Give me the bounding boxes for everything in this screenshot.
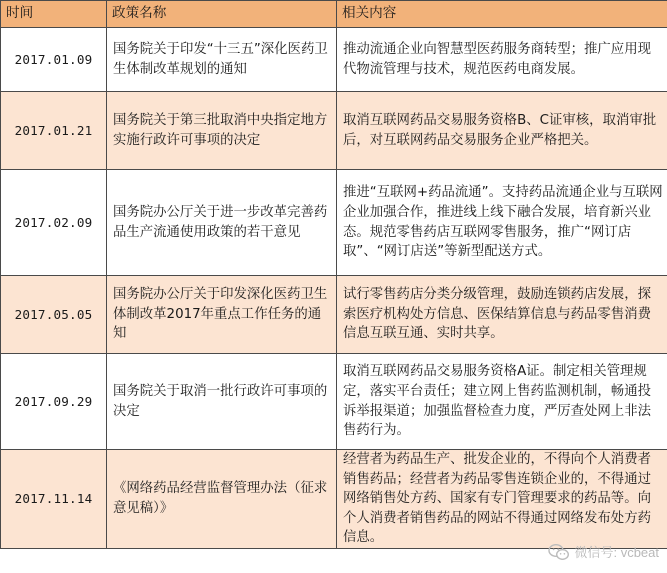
row-content: 推进“互联网+药品流通”。支持药品流通企业与互联网企业加强合作，推进线上线下融合发展，培育新兴业态。规范零售药店互联网零售服务，推广“网订店取”、“网订店送”等新型配送方式。 [337,170,667,276]
row-date: 2017.09.29 [1,354,107,450]
row-date: 2017.02.09 [1,170,107,276]
table-row [1,92,667,170]
table-row [1,170,667,276]
header-policy-name: 政策名称 [107,1,337,28]
table-row [1,450,667,549]
row-content: 推动流通企业向智慧型医药服务商转型；推广应用现代物流管理与技术，规范医药电商发展。 [337,28,667,92]
table-row [1,276,667,354]
row-content: 取消互联网药品交易服务资格B、C证审核，取消审批后，对互联网药品交易服务企业严格把关。 [337,92,667,170]
row-content: 试行零售药店分类分级管理，鼓励连锁药店发展，探索医疗机构处方信息、医保结算信息与药品零售消费信息互联互通、实时共享。 [337,276,667,354]
row-policy: 国务院办公厅关于印发深化医药卫生体制改革2017年重点工作任务的通知 [107,276,337,354]
table-header-row [1,1,667,28]
row-content: 经营者为药品生产、批发企业的，不得向个人消费者销售药品；经营者为药品零售连锁企业的，不得通过网络销售处方药、国家有专门管理要求的药品等。向个人消费者销售药品的网站不得通过网络发布处方药信息。 [337,450,667,549]
watermark [548,542,659,561]
row-policy: 国务院关于取消一批行政许可事项的决定 [107,354,337,450]
table-row [1,354,667,450]
row-policy: 国务院关于印发“十三五”深化医药卫生体制改革规划的通知 [107,28,337,92]
header-time: 时间 [1,1,107,28]
row-date: 2017.01.21 [1,92,107,170]
row-date: 2017.05.05 [1,276,107,354]
wechat-icon [548,543,570,561]
row-policy: 《网络药品经营监督管理办法（征求意见稿）》 [107,450,337,549]
header-content: 相关内容 [337,1,667,28]
row-date: 2017.11.14 [1,450,107,549]
row-date: 2017.01.09 [1,28,107,92]
table-row [1,28,667,92]
row-content: 取消互联网药品交易服务资格A证。制定相关管理规定，落实平台责任；建立网上售药监测机制，畅通投诉举报渠道；加强监督检查力度，严厉查处网上非法售药行为。 [337,354,667,450]
row-policy: 国务院办公厅关于进一步改革完善药品生产流通使用政策的若干意见 [107,170,337,276]
row-policy: 国务院关于第三批取消中央指定地方实施行政许可事项的决定 [107,92,337,170]
watermark-text: 微信号: vcbeat [574,545,659,560]
